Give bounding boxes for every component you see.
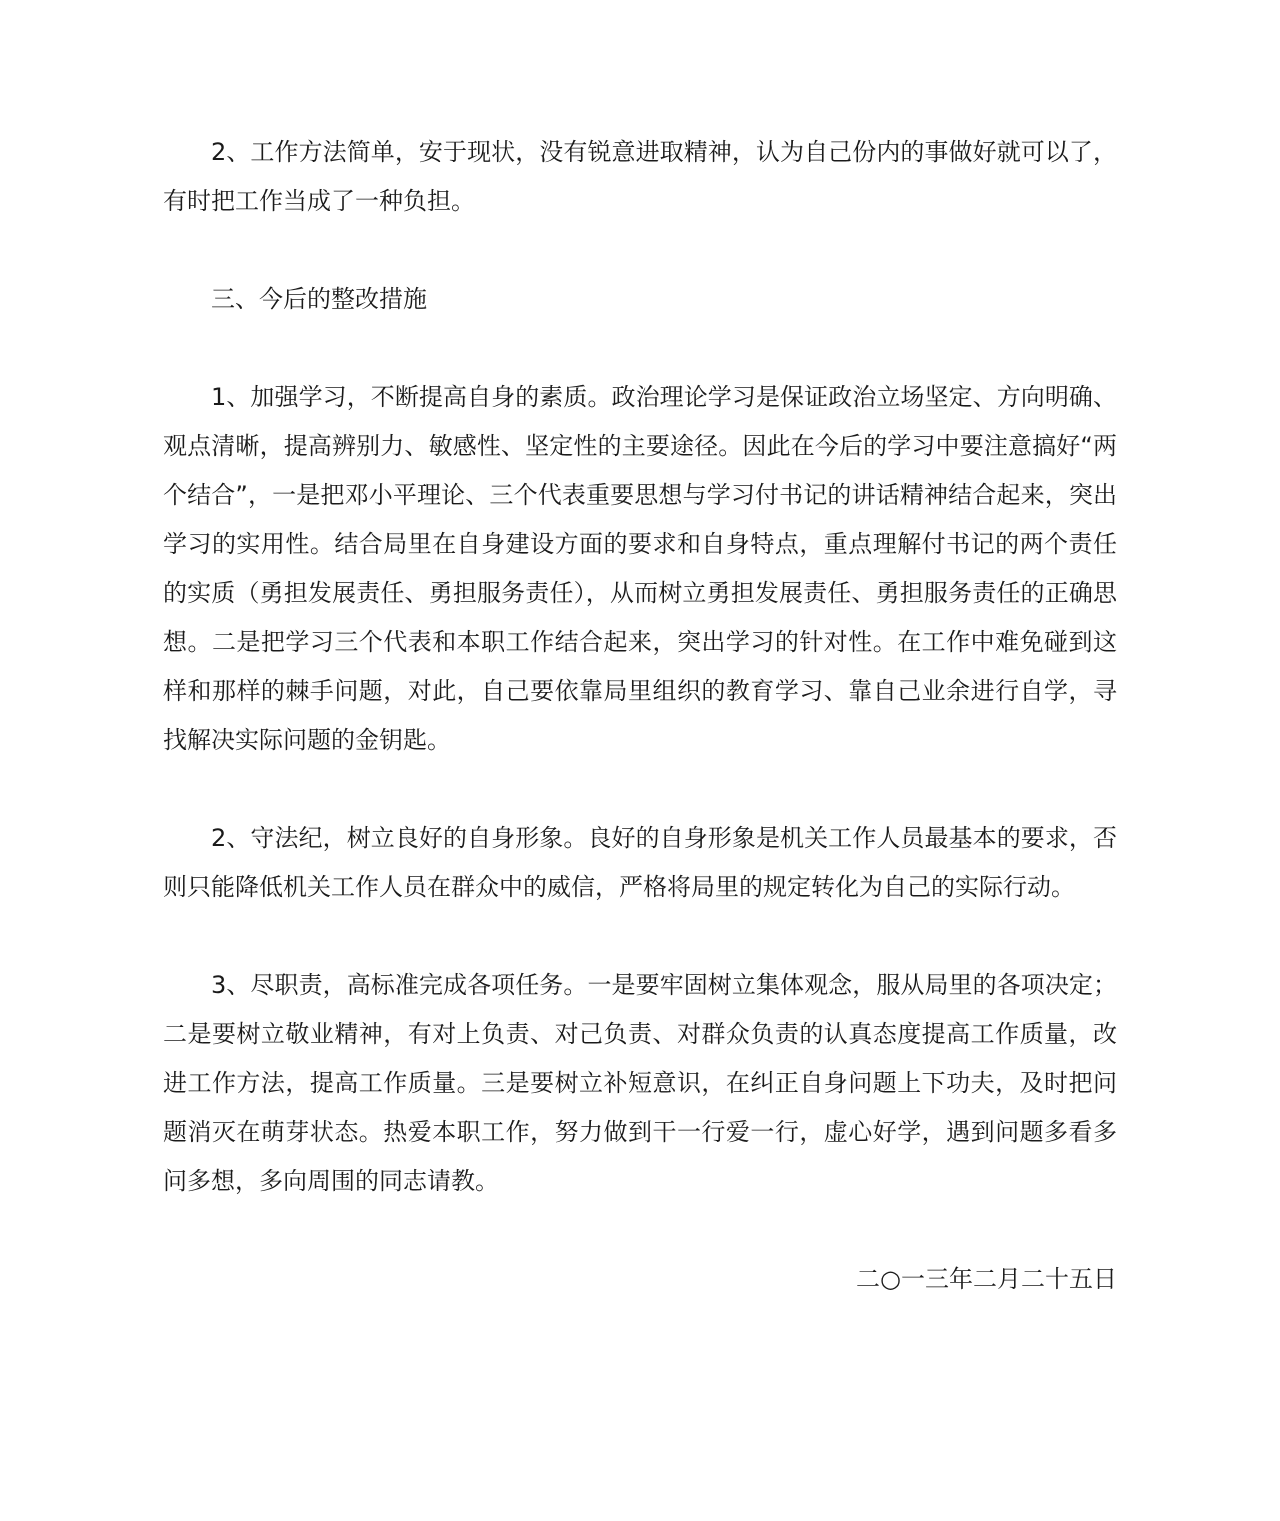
paragraph-study: 1、加强学习，不断提高自身的素质。政治理论学习是保证政治立场坚定、方向明确、观点清晰，提高辨别力、敏感性、坚定性的主要途径。因此在今后的学习中要注意搞好“两个结合”，一是把邓小平理论、三个代表重要思想与学习付书记的讲话精神结合起来，突出学习的实用性。结合局里在自身建设方面的要求和自身特点，重点理解付书记的两个责任的实质（勇担发展责任、勇担服务责任），从而树立勇担发展责任、勇担服务责任的正确思想。二是把学习三个代表和本职工作结合起来，突出学习的针对性。在工作中难免碰到这样和那样的棘手问题，对此，自己要依靠局里组织的教育学习、靠自己业余进行自学，寻找解决实际问题的金钥匙。 xyxy=(163,383,1117,754)
document-date: 二○一三年二月二十五日 xyxy=(856,1265,1117,1293)
paragraph-discipline: 2、守法纪，树立良好的自身形象。良好的自身形象是机关工作人员最基本的要求，否则只能降低机关工作人员在群众中的威信，严格将局里的规定转化为自己的实际行动。 xyxy=(163,824,1117,901)
paragraph-work-method: 2、工作方法简单，安于现状，没有锐意进取精神，认为自己份内的事做好就可以了，有时把工作当成了一种负担。 xyxy=(163,138,1117,215)
section-heading-rectification: 三、今后的整改措施 xyxy=(211,285,427,313)
paragraph-duties: 3、尽职责，高标准完成各项任务。一是要牢固树立集体观念，服从局里的各项决定；二是要树立敬业精神，有对上负责、对己负责、对群众负责的认真态度提高工作质量，改进工作方法，提高工作质量。三是要树立补短意识，在纠正自身问题上下功夫，及时把问题消灭在萌芽状态。热爱本职工作，努力做到干一行爱一行，虚心好学，遇到问题多看多问多想，多向周围的同志请教。 xyxy=(163,971,1117,1195)
document-body xyxy=(163,128,1117,1304)
